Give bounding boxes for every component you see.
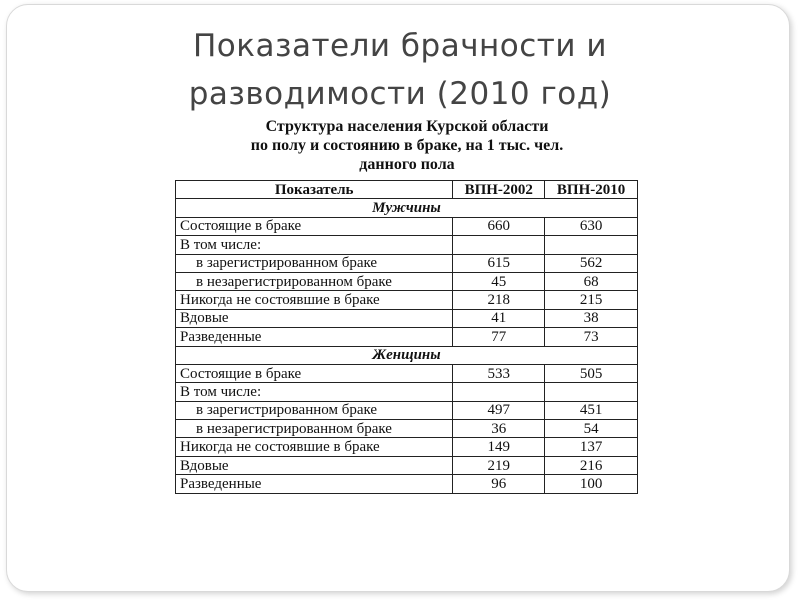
section-row [176, 346, 638, 364]
value-2002: 77 [453, 328, 545, 346]
caption-line-1: Структура населения Курской области [265, 118, 549, 135]
value-2010 [545, 236, 638, 254]
table-row [176, 236, 638, 254]
value-2010: 630 [545, 217, 638, 235]
table-row [176, 272, 638, 290]
value-2010: 137 [545, 438, 638, 456]
section-title: Мужчины [176, 199, 638, 217]
row-label: в незарегистрированном браке [176, 272, 453, 290]
table-caption [176, 117, 638, 174]
table-row [176, 309, 638, 327]
table-row [176, 456, 638, 474]
population-table [175, 180, 638, 494]
row-label: в зарегистрированном браке [176, 254, 453, 272]
value-2002: 41 [453, 309, 545, 327]
value-2010: 73 [545, 328, 638, 346]
value-2010 [545, 383, 638, 401]
row-label: в незарегистрированном браке [176, 420, 453, 438]
value-2002: 96 [453, 475, 545, 493]
table-row [176, 420, 638, 438]
row-label: Состоящие в браке [176, 217, 453, 235]
row-label: Разведенные [176, 475, 453, 493]
value-2002: 218 [453, 291, 545, 309]
row-label: Никогда не состоявшие в браке [176, 291, 453, 309]
value-2010: 216 [545, 456, 638, 474]
value-2002: 497 [453, 401, 545, 419]
header-indicator: Показатель [176, 181, 453, 199]
row-label: Разведенные [176, 328, 453, 346]
value-2002: 45 [453, 272, 545, 290]
row-label: в зарегистрированном браке [176, 401, 453, 419]
table-row [176, 383, 638, 401]
table-row [176, 401, 638, 419]
value-2010: 505 [545, 364, 638, 382]
row-label: В том числе: [176, 383, 453, 401]
table-row [176, 217, 638, 235]
header-census-2010: ВПН-2010 [545, 181, 638, 199]
value-2010: 100 [545, 475, 638, 493]
section-title: Женщины [176, 346, 638, 364]
table-body [176, 199, 638, 493]
row-label: В том числе: [176, 236, 453, 254]
table-header-row [176, 181, 638, 199]
table-row [176, 438, 638, 456]
value-2010: 68 [545, 272, 638, 290]
slide-title-line-2: разводимости (2010 год) [188, 76, 612, 112]
table-row [176, 364, 638, 382]
value-2010: 54 [545, 420, 638, 438]
value-2002: 660 [453, 217, 545, 235]
header-census-2002: ВПН-2002 [453, 181, 545, 199]
value-2010: 38 [545, 309, 638, 327]
table-row [176, 328, 638, 346]
value-2010: 451 [545, 401, 638, 419]
row-label: Вдовые [176, 309, 453, 327]
value-2002 [453, 236, 545, 254]
row-label: Состоящие в браке [176, 364, 453, 382]
value-2002: 219 [453, 456, 545, 474]
table-row [176, 291, 638, 309]
row-label: Вдовые [176, 456, 453, 474]
value-2002: 615 [453, 254, 545, 272]
row-label: Никогда не состоявшие в браке [176, 438, 453, 456]
table-row [176, 475, 638, 493]
value-2002: 36 [453, 420, 545, 438]
value-2002 [453, 383, 545, 401]
slide-title-line-1: Показатели брачности и [192, 28, 607, 64]
value-2002: 149 [453, 438, 545, 456]
slide-title [120, 22, 680, 118]
caption-line-2: по полу и состоянию в браке, на 1 тыс. чел. [250, 137, 564, 154]
section-row [176, 199, 638, 217]
value-2002: 533 [453, 364, 545, 382]
table-row [176, 254, 638, 272]
value-2010: 215 [545, 291, 638, 309]
caption-line-3: данного пола [359, 156, 455, 173]
value-2010: 562 [545, 254, 638, 272]
